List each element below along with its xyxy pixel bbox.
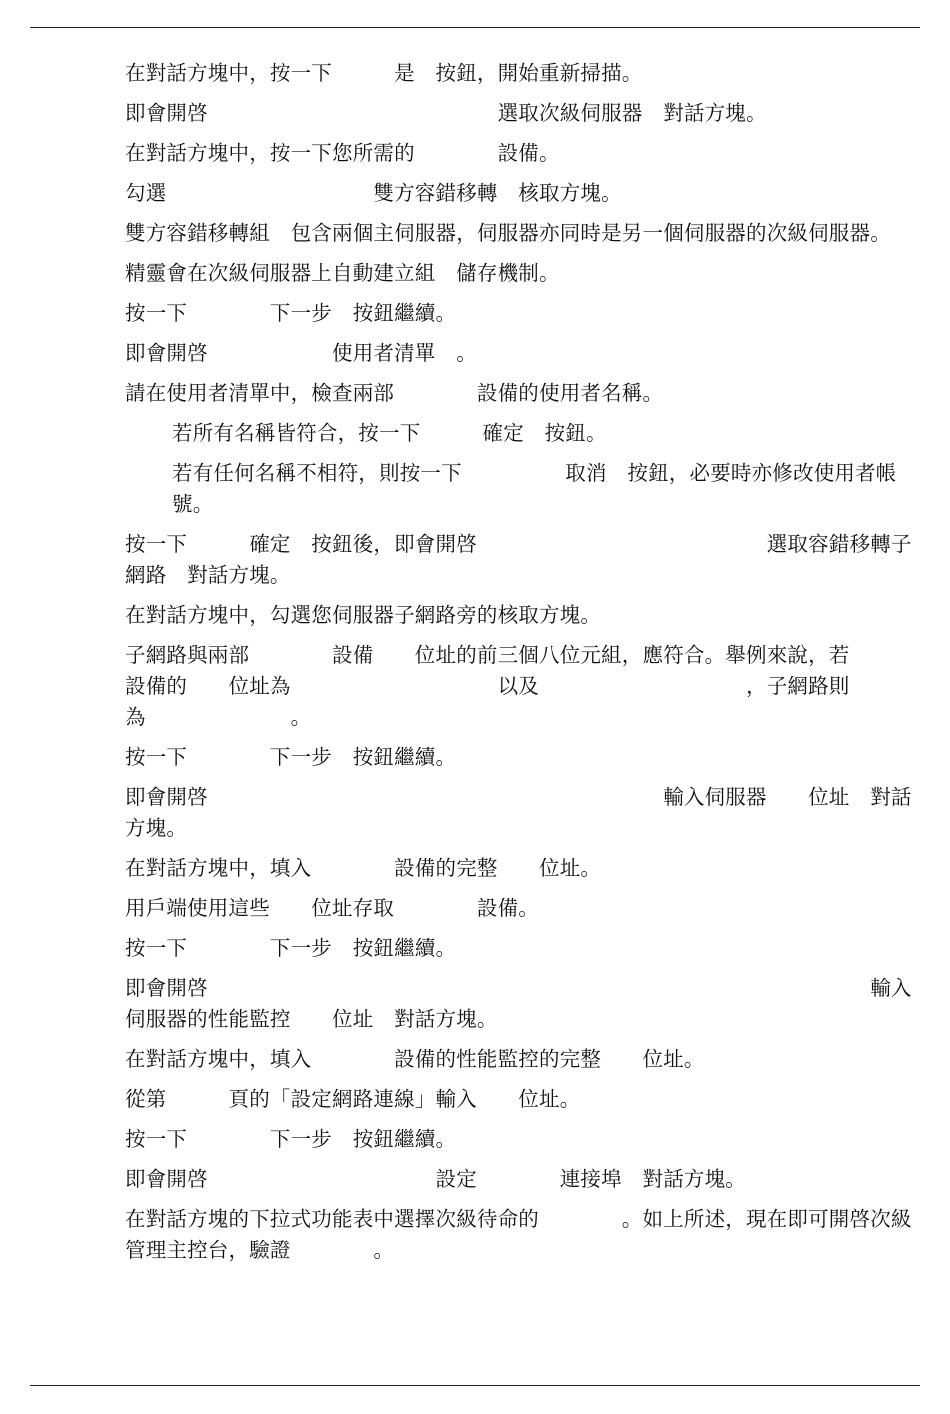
paragraph: 即會開啓 使用者清單 。	[125, 341, 477, 365]
paragraph: 精靈會在次級伺服器上自動建立組 儲存機制。	[125, 261, 560, 285]
paragraph: 即會開啓 選取次級伺服器 對話方塊。	[125, 101, 767, 125]
paragraph: 即會開啓 輸入伺服器的性能監控 位址 對話方塊。	[125, 976, 912, 1031]
paragraph: 雙方容錯移轉組 包含兩個主伺服器，伺服器亦同時是另一個伺服器的次級伺服器。	[125, 221, 891, 245]
paragraph: 即會開啓 設定 連接埠 對話方塊。	[125, 1167, 746, 1191]
document-body	[125, 58, 915, 1275]
paragraph: 即會開啓 輸入伺服器 位址 對話方塊。	[125, 785, 912, 840]
paragraph: 按一下 下一步 按鈕繼續。	[125, 301, 457, 325]
indented-paragraph: 若所有名稱皆符合，按一下 確定 按鈕。	[172, 421, 607, 445]
paragraph: 請在使用者清單中，檢查兩部 設備的使用者名稱。	[125, 381, 664, 405]
paragraph: 按一下 下一步 按鈕繼續。	[125, 745, 457, 769]
paragraph: 從第 頁的「設定網路連線」輸入 位址。	[125, 1087, 581, 1111]
paragraph: 在對話方塊中，按一下 是 按鈕，開始重新掃描。	[125, 61, 643, 85]
paragraph: 在對話方塊中，勾選您伺服器子網路旁的核取方塊。	[125, 603, 602, 627]
paragraph: 用戶端使用這些 位址存取 設備。	[125, 896, 539, 920]
paragraph: 在對話方塊中，填入 設備的性能監控的完整 位址。	[125, 1047, 705, 1071]
indented-paragraph: 若有任何名稱不相符，則按一下 取消 按鈕，必要時亦修改使用者帳號。	[172, 461, 897, 516]
paragraph: 按一下 下一步 按鈕繼續。	[125, 1127, 457, 1151]
paragraph: 子網路與兩部 設備 位址的前三個八位元組，應符合。舉例來說，若 設備的 位址為 以及 ，子網路則為 。	[125, 643, 912, 729]
paragraph: 勾選 雙方容錯移轉 核取方塊。	[125, 181, 622, 205]
paragraph: 在對話方塊中，按一下您所需的 設備。	[125, 141, 560, 165]
paragraph: 按一下 下一步 按鈕繼續。	[125, 936, 457, 960]
footer-rule	[30, 1385, 920, 1386]
paragraph: 在對話方塊中，填入 設備的完整 位址。	[125, 856, 602, 880]
paragraph: 按一下 確定 按鈕後，即會開啓 選取容錯移轉子網路 對話方塊。	[125, 532, 912, 587]
header-rule	[30, 27, 920, 28]
paragraph: 在對話方塊的下拉式功能表中選擇次級待命的 。如上所述，現在即可開啓次級管理主控台，驗證 。	[125, 1207, 912, 1262]
